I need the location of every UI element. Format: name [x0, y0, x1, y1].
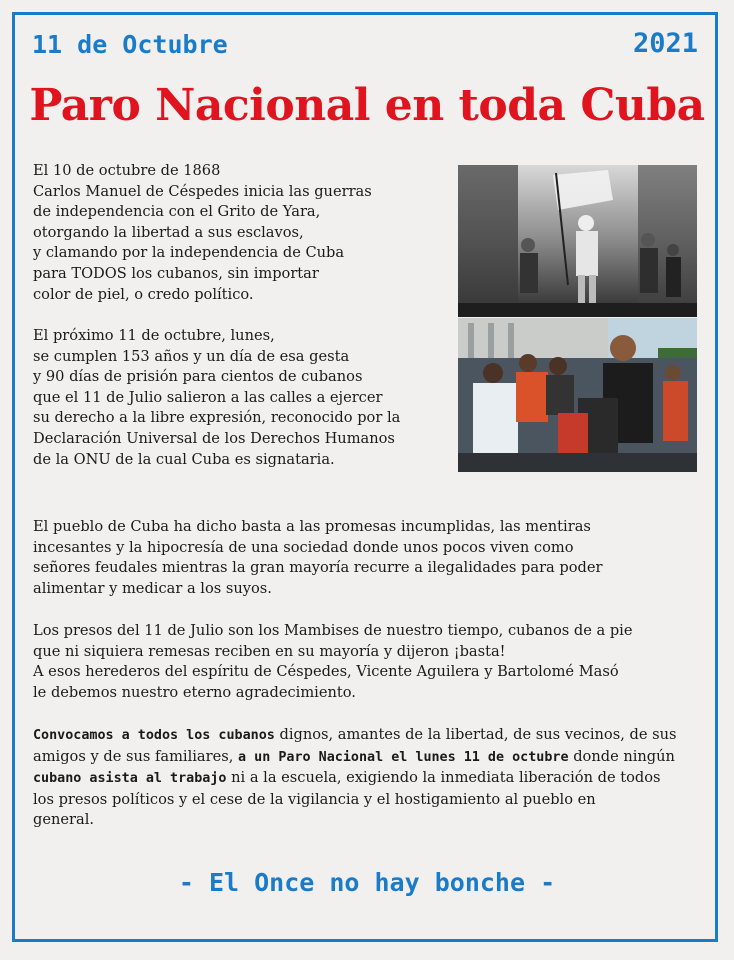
engraving-illustration-icon — [458, 165, 697, 317]
anniversary-line: su derecho a la libre expresión, reconocido por la — [33, 409, 401, 427]
anniversary-line: El próximo 11 de octubre, lunes, — [33, 327, 275, 344]
intro-line: otorgando la libertad a sus esclavos, — [33, 223, 304, 241]
call-line — [33, 747, 676, 769]
call-text: dignos, amantes de la libertad, de sus vecinos, de sus — [274, 726, 677, 743]
header-date: 11 de Octubre — [32, 30, 228, 59]
intro-line: Carlos Manuel de Céspedes inicia las guerras — [33, 182, 372, 200]
prisoners-line: le debemos nuestro eterno agradecimiento. — [33, 683, 356, 701]
call-line: los presos políticos y el cese de la vigilancia y el hostigamiento al pueblo en — [33, 790, 596, 808]
people-line: señores feudales mientras la gran mayoría recurre a ilegalidades para poder — [33, 559, 603, 577]
call-line: general. — [33, 811, 94, 829]
intro-line: color de piel, o credo político. — [33, 285, 254, 303]
intro-line: de independencia con el Grito de Yara, — [33, 203, 321, 221]
call-text: donde ningún — [568, 747, 675, 765]
prisoners-line: Los presos del 11 de Julio son los Mambises de nuestro tiempo, cubanos de a pie — [33, 622, 633, 639]
people-line: alimentar y medicar a los suyos. — [33, 579, 272, 597]
anniversary-line: y 90 días de prisión para cientos de cubanos — [33, 368, 363, 386]
call-text: ni a la escuela, exigiendo la inmediata liberación de todos — [226, 769, 661, 787]
call-bold-text: Convocamos a todos los cubanos — [33, 728, 275, 743]
slogan: - El Once no hay bonche - — [178, 868, 556, 897]
intro-line: para TODOS los cubanos, sin importar — [33, 264, 319, 282]
intro-line: y clamando por la independencia de Cuba — [33, 244, 345, 262]
anniversary-line: Declaración Universal de los Derechos Humanos — [33, 429, 395, 447]
header-year: 2021 — [632, 28, 698, 59]
prisoners-line: que ni siquiera remesas reciben en su mayoría y dijeron ¡basta! — [33, 642, 506, 660]
call-line — [33, 725, 676, 747]
call-line — [33, 768, 676, 790]
anniversary-line: de la ONU de la cual Cuba es signataria. — [33, 450, 335, 468]
anniversary-paragraph — [33, 326, 400, 470]
protest-photo-icon — [458, 318, 697, 472]
people-paragraph — [33, 517, 602, 599]
intro-line: El 10 de octubre de 1868 — [33, 162, 221, 179]
call-bold-text: cubano asista al trabajo — [33, 771, 227, 787]
prisoners-line: A esos herederos del espíritu de Céspedes, Vicente Aguilera y Bartolomé Masó — [33, 663, 619, 681]
call-bold-text: a un Paro Nacional el lunes 11 de octubre — [238, 749, 569, 765]
intro-paragraph — [33, 161, 372, 305]
anniversary-line: que el 11 de Julio salieron a las calles a ejercer — [33, 388, 383, 406]
prisoners-paragraph — [33, 621, 632, 703]
call-paragraph — [33, 725, 676, 831]
call-text: amigos y de sus familiares, — [33, 747, 239, 765]
people-line: El pueblo de Cuba ha dicho basta a las promesas incumplidas, las mentiras — [33, 518, 591, 535]
anniversary-line: se cumplen 153 años y un día de esa gesta — [33, 347, 350, 365]
people-line: incesantes y la hipocresía de una sociedad donde unos pocos viven como — [33, 538, 574, 556]
street-protest-image — [458, 318, 697, 472]
page-title: Paro Nacional en toda Cuba — [29, 80, 705, 131]
historical-engraving-image — [458, 165, 697, 317]
